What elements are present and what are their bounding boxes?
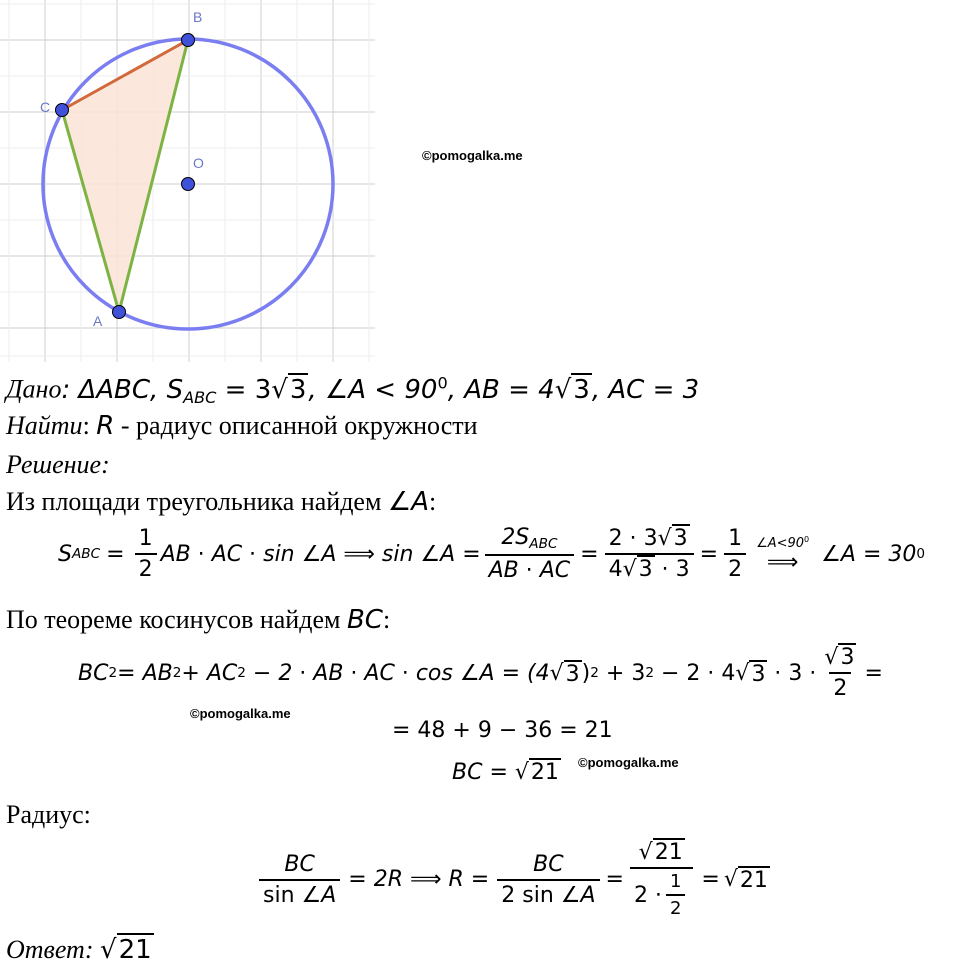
point-b — [182, 34, 195, 47]
geometry-figure — [0, 0, 380, 362]
point-c — [56, 104, 69, 117]
answer-line: Ответ: √21 — [6, 935, 152, 965]
watermark: ©pomogalka.me — [422, 148, 523, 163]
step1-text: Из площади треугольника найдем ∠A: — [6, 487, 437, 517]
solution-label: Решение: — [6, 450, 110, 479]
equation-bc: BC = √21 — [452, 760, 559, 785]
equation-sum: = 48 + 9 − 36 = 21 — [392, 718, 613, 743]
label-a: A — [93, 313, 103, 329]
point-a — [113, 306, 126, 319]
answer-label: Ответ: — [6, 935, 94, 964]
point-o — [182, 178, 195, 191]
find-label: Найти — [6, 411, 83, 440]
label-c: C — [40, 99, 51, 115]
given-line: Дано: ΔABC, $S_{ABC} = 3√3$, ∠A < $90^0$, AB = 4√3, AC = 3 — [6, 373, 700, 407]
step2-text: По теореме косинусов найдем BC: — [6, 605, 391, 635]
label-b: B — [193, 9, 203, 25]
equation-area: S ABC = $\frac{1}{2}$ AB ⋅ AC ⋅ sin ∠A ⟹ sin ∠A = $\frac{2S_{ABC}}{AB \cdot AC}$ = $\frac{2 \cdot 3√3}{4√3 \cdot 3}$ = $\frac{1}{2}$ $\angle A<90^0$ ⟹ ∠A = 30 0 — [58, 525, 926, 584]
equation-cosine-law: BC 2 = AB 2 + AC 2 − 2 ⋅ AB ⋅ AC ⋅ cos ∠A = (4 √ 3 ) 2 + 3 2 − 2 ⋅ 4 √ 3 ⋅ 3 ⋅ $\frac{√3}{2}$ = — [78, 645, 883, 701]
label-o: O — [193, 155, 204, 171]
watermark-3: ©pomogalka.me — [578, 755, 679, 770]
equation-radius: $\frac{BC}{\sin \angle A}$ = 2R ⟹ R = $\frac{BC}{2 \sin \angle A}$ = √21 2 ⋅ $\frac{1}{2}$ = √ 21 — [255, 840, 770, 919]
find-line: Найти: R - радиус описанной окружности — [6, 411, 478, 441]
watermark-2: ©pomogalka.me — [190, 706, 291, 721]
radius-label: Радиус: — [6, 800, 91, 829]
given-label: Дано — [6, 374, 62, 404]
